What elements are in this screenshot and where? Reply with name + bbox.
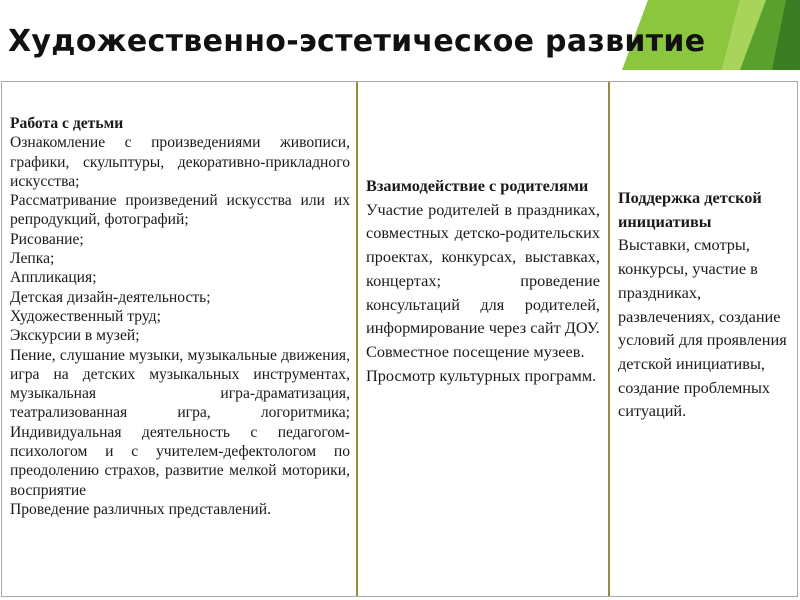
column-parents-heading: Взаимодействие с родителями (366, 176, 589, 195)
children-item: Художественный труд; (10, 307, 161, 325)
column-children-heading: Работа с детьми (10, 115, 124, 132)
children-item: Детская дизайн-деятельность; (10, 288, 211, 306)
column-children (2, 82, 358, 596)
children-item: Ознакомление с произведениями живописи, графики, скульптуры, декоративно-прикладного искусства; (10, 134, 350, 190)
column-initiative-heading: Поддержка детской инициативы (618, 188, 762, 231)
children-item: Пение, слушание музыки, музыкальные движения, игра на детских музыкальных инструментах, музыкальная игра-драматизация, театрализованная игра, логоритмика; Индивидуальная деятельность с педагогом-психологом и с учителем-дефектологом по преодолению страхов, развитие мелкой моторики, восприятие (10, 346, 350, 499)
activities-table (1, 81, 798, 597)
initiative-text: Выставки, смотры, конкурсы, участие в праздниках, развлечениях, создание условий для проявления детской инициативы, создание проблемных ситуаций. (618, 235, 787, 421)
children-item: Рисование; (10, 230, 84, 248)
page-title: Художественно-эстетическое развитие (8, 24, 706, 59)
children-item: Проведение различных представлений. (10, 500, 272, 518)
children-item: Лепка; (10, 250, 55, 268)
parents-text: Совместное посещение музеев. Просмотр культурных программ. (366, 341, 597, 385)
parents-text: Участие родителей в праздниках, совместных детско-родительских проектах, конкурсах, выставках, концертах; проведение консультаций для родителей, информирование через сайт ДОУ. (366, 199, 600, 338)
column-initiative (610, 82, 797, 596)
children-item: Экскурсии в музей; (10, 327, 140, 345)
children-item: Рассматривание произведений искусства или их репродукций, фотографий; (10, 192, 350, 229)
children-item: Аппликация; (10, 269, 97, 287)
column-parents (358, 82, 610, 596)
